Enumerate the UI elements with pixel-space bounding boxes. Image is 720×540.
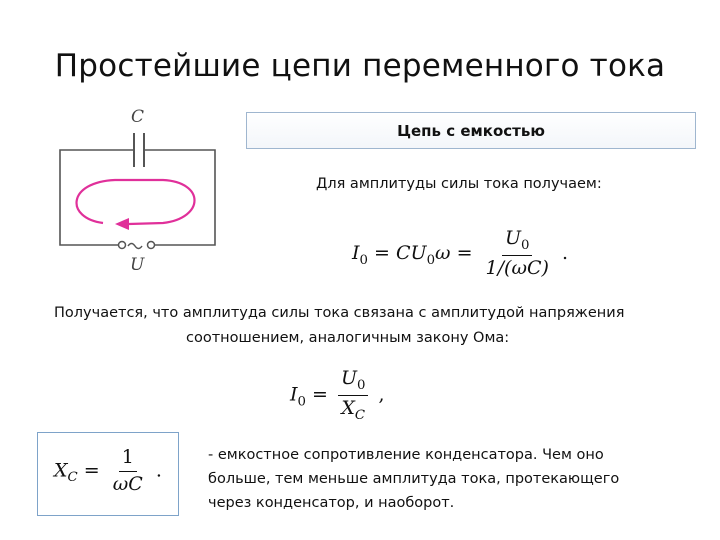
formula1-denominator: 1/(ωC) <box>485 257 549 280</box>
formula1-lhs-subscript: 0 <box>359 252 368 268</box>
formula1-fraction <box>483 228 552 280</box>
formula1-omega: ω <box>435 241 451 264</box>
capacitor-circuit-diagram <box>55 100 225 275</box>
amplitude-intro-text: Для амплитуды силы тока получаем: <box>316 176 602 192</box>
current-amplitude-formula: $I_0 = CU_0\omega$ = $\frac{U_0}{1/(\omega C)}$ . <box>352 227 568 280</box>
explanation-line-1: - емкостное сопротивление конденсатора. Чем оно <box>208 447 604 463</box>
paragraph-line-1: Получается, что амплитуда силы тока связана с амплитудой напряжения <box>54 305 625 321</box>
formula1-capacitance: C <box>396 241 411 264</box>
section-header-box <box>246 112 696 149</box>
explanation-line-3: через конденсатор, и наоборот. <box>208 495 455 511</box>
paragraph-line-2: соотношением, аналогичным закону Ома: <box>186 330 510 346</box>
formula2-lhs-symbol: I <box>290 383 298 406</box>
capacitor-label: C <box>131 107 145 127</box>
formula1-lhs-symbol: I <box>352 241 360 264</box>
ohms-law-analog-formula: $I_0$ = $\frac{U_0}{X_C}$ , <box>290 367 385 423</box>
formula2-fraction <box>338 368 368 423</box>
formula3-period: . <box>155 459 162 482</box>
formula2-denominator-subscript: C <box>354 407 366 423</box>
capacitive-reactance-box <box>37 432 179 516</box>
formula1-numerator: U <box>504 227 521 249</box>
current-loop-arrow <box>77 180 195 224</box>
formula3-fraction <box>110 447 146 496</box>
formula3-lhs-subscript: C <box>67 470 78 486</box>
section-header-text: Цепь с емкостью <box>397 121 545 140</box>
formula1-numerator-subscript: 0 <box>521 237 530 253</box>
formula1-period: . <box>561 241 568 264</box>
source-terminal-left <box>119 242 126 249</box>
ac-tilde-symbol <box>128 244 142 249</box>
formula2-lhs-subscript: 0 <box>297 394 306 410</box>
source-terminal-right <box>148 242 155 249</box>
formula3-numerator: 1 <box>119 447 137 472</box>
circuit-wire-left <box>60 150 134 245</box>
formula3-lhs-symbol: X <box>54 459 68 482</box>
source-label: U <box>130 255 145 275</box>
explanation-line-2: больше, тем меньше амплитуда тока, протекающего <box>208 471 620 487</box>
formula2-numerator: U <box>341 367 358 389</box>
formula3-denominator: ωC <box>112 472 143 495</box>
circuit-wire-right <box>144 150 215 245</box>
formula1-voltage-subscript: 0 <box>426 252 436 268</box>
capacitive-reactance-formula: $X_C$ = $\frac{1}{\omega C}$ . <box>54 446 162 495</box>
formula2-denominator: X <box>341 397 355 420</box>
formula1-voltage: U <box>410 241 427 264</box>
slide-title: Простейшие цепи переменного тока <box>54 48 666 84</box>
current-arrow-head <box>115 218 129 230</box>
formula2-numerator-subscript: 0 <box>357 377 366 393</box>
formula2-comma: , <box>378 383 385 406</box>
